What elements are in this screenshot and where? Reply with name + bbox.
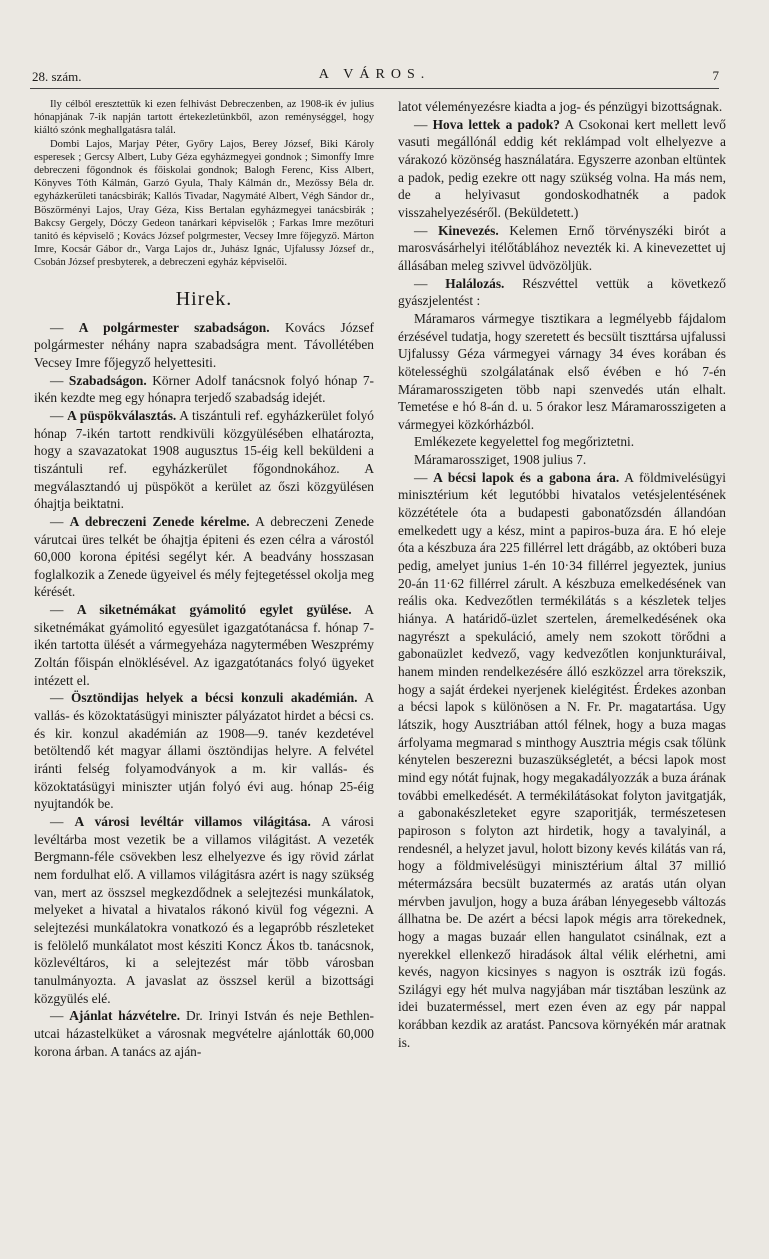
news-item-headline: Hova lettek a padok? xyxy=(432,116,560,132)
death-notice: Máramaros vármegye tisztikara a legmélyebb fájdalom érzésével tudatja, hogy szeretett és becsült tiszttársa ujfalussi Ujfalussy Géza vármegyei várnagy 34 éves korában és kötelességhü szolgálatának első évében e hó 7-én Máramarosszigeten több napi szenvedés után elhalt. Temetése e hó 8-án d. u. 5 órakor lesz Máramarosszigeten a vármegyei közkórházból. xyxy=(398,310,726,432)
news-item: — Kinevezés. Kelemen Ernő törvényszéki birót a marosvásárhelyi itélőtáblához nevezték ki. A kinevezettet uj állásában meleg szivvel üdvözöljük. xyxy=(398,222,726,273)
news-item-body: A városi levéltárba most vezetik be a villamos világitást. A vezeték Bergmann-féle csövekben lesz elhelyezve és igy rövid zárlat nem fordulhat elő. A villamos világitásra azért is nagy szükség van, mert az összsel megkezdődnek a selejtezési munkálatok, melyeket a hivatal a hivatalos rákonó kivül fog végezni. A selejtezési munkálatokra vonatkozó és a legapróbb részleteket is felölelő munkálatot most késziti Koncz Ákos tb. tanácsnok, közlevéltáros, ki a selejtezést már több városban tanulmányozta. A javaslat az összsel kerül a bizottsági közgyülés elé. xyxy=(34,814,374,1006)
news-item: — Hova lettek a padok? A Csokonai kert mellett levő vasuti megállónál eddig két reklámpad volt elhelyezve a várakozó közönség használatára. Egyszerre azonban eltüntek a padok, pedig ezekre ott nagy szükség volna. Ha más nem, de a helyivasut gondoskodhatnék a padok visszahelyezéséről. (Beküldetett.) xyxy=(398,116,727,220)
news-item: — A siketnémákat gyámolitó egylet gyülése. A siketnémákat gyámolitó egyesület igazgatótanácsa f. hónap 7-ikén tartotta ülését a vármegyeháza nagytermében Weszprémy Zoltán főispán elnöklésével. Az igazgatótanács folyó ügyeket intézett el. xyxy=(34,602,374,688)
left-column xyxy=(34,98,374,1060)
news-item-body: A tiszántuli ref. egyházkerület folyó hónap 7-ikén tartott rendkivüli közgyülésében elhatározta, hogy a szavazatokat 1908 augusztus 15-éig kell beküldeni a tiszántuli ref. egyházkerület főgondnokához. A megválasztandó uj püspököt a kerület az őszi közgyülésen óhajtja beiktatni. xyxy=(34,407,374,512)
news-item-headline: A püspökválasztás. xyxy=(67,407,177,423)
news-item-body: Kelemen Ernő törvényszéki birót a marosvásárhelyi itélőtáblához nevezték ki. A kinevezettet uj állásában meleg szivvel üdvözöljük. xyxy=(398,222,726,273)
right-column xyxy=(398,98,726,1051)
news-item-headline: Ösztöndijas helyek a bécsi konzuli akadémián. xyxy=(70,690,358,706)
news-item-headline: A debreczeni Zenede kérelme. xyxy=(69,513,250,529)
news-item: — Halálozás. Részvéttel vettük a következő gyászjelentést : xyxy=(398,275,726,309)
place-date: Máramarossziget, 1908 julius 7. xyxy=(414,452,587,468)
news-list xyxy=(34,319,374,1061)
news-item: — Szabadságon. Körner Adolf tanácsnok folyó hónap 7-ikén kezdte meg egy hónapra terjedő szabadság idejét. xyxy=(34,372,374,406)
news-item-headline: Halálozás. xyxy=(445,275,505,291)
continued-text: latot véleményezésre kiadta a jog- és pénzügyi bizottságnak. xyxy=(398,99,723,114)
news-item-body: A siketnémákat gyámolitó egyesület igazgatótanácsa f. hónap 7-ikén tartotta ülését a vármegyeháza nagytermében Weszprémy Zoltán főispán elnöklésével. Az igazgatótanács folyó ügyeket intézett el. xyxy=(34,602,374,688)
news-item: — A debreczeni Zenede kérelme. A debreczeni Zenede várutcai üres telkét be óhajtja épiteni és ezen célra a várostól 60,000 korona épitési segélyt kér. A beadvány hosszasan foglalkozik a Zenede ügyeivel és mély fejtegetéssel okolja meg kérését. xyxy=(34,513,374,600)
news-item: — A polgármester szabadságon. Kovács József polgármester néhány napra szabadságra ment. Távollétében Vecsey Imre főjegyző helyettesiti. xyxy=(34,319,374,370)
issue-number: 28. szám. xyxy=(32,69,82,84)
news-item: — A bécsi lapok és a gabona ára. A földmivelésügyi minisztérium két legutóbbi hivatalos vetésjelentésének közzététele óta a budapesti gabonatőzsdén állandóan emelkedett ugy a kész, mint a papiros-buza ára. E hó eleje óta a készbuza ára 225 fillérrel lett drágább, az októberi buza pedig, amelyet junius 1-én 10·34 fillérrel jegyeztek, junius 20-án 11·62 fillérrel zárult. A készbuza emelkedésének van reális oka. Kedvezőtlen termékilátás s a készletek teljes hiánya. A határidő-üzlet szertelen, áremelkedésének oka nagyrészt a spekuláció, amely nem szokott törődni a gabonaüzlet kedvező, vagy kedvezőtlen konjunkturáival, hanem minden rendelkezésére álló eszközzel arra törekszik, hogy a saját érdekei nyerjenek kielégitést. Érdekes azonban a bécsi lapok s különösen a N. Fr. Pr. magatartása. Ugy látszik, hogy Ausztriában attól félnek, hogy a buza magas árfolyama megmarad s minthogy Ausztria mégis csak tőlünk kénytelen beszerezni buzaszükségletét, a bécsi lapok most mind egy nótát fujnak, hogy megakadályozzák a buza árának további emelkedését. A termékilátásokat folyton javitgatják, a gabonakészleteket egyre szaporitják, természetesen papiroson s folyton azt hirdetik, hogy a tavalyinál, a rendesnél, a helyzet javul, holott bizony kevés kilátás van rá, hogy a földmivelésügyi minisztérium által 37 millió métermázsára becsült buzatermés az aratás után olyan mérvben javuljon, hogy a buza árában lényegesebb változás állhatna be. De azért a bécsi lapok mégis arra törekednek, hogy a magas buzaár ellen hangulatot csinálnak, ezt a nyerekkel ellenkező hiradások által vélik elérhetni, ami kevés, nagyon kicsinyes s nagyon is osztrák izü fogás. Szilágyi egy hét mulva nagyjában már tisztában leszünk az idei buzaterméssel, mert ezen éven az egy pár nappal korábban kezdik az aratást. Pancsova környékén már aratnak is. xyxy=(398,469,726,1050)
news-item-headline: A siketnémákat gyámolitó egylet gyülése. xyxy=(76,602,352,618)
news-item-body: A debreczeni Zenede várutcai üres telkét be óhajtja épiteni és ezen célra a várostól 60,000 korona épitési segélyt kér. A beadvány hosszasan foglalkozik a Zenede ügyeivel és mély fejtegetéssel okolja meg kérését. xyxy=(34,513,374,600)
news-item-headline: A bécsi lapok és a gabona ára. xyxy=(433,469,620,485)
news-item: — Ösztöndijas helyek a bécsi konzuli akadémián. A vallás- és közoktatásügyi miniszter pályázatot hirdet a bécsi cs. és kir. konzul akadémián az 1908—9. tanév kezdetével betöltendő két magyar állami ösztöndijas helyre. A felvétel iránti felség folyamodványok a m. kir vallás- és közoktatásügyi miniszter utján folyó évi aug. hónap 25-éig nyujtandók be. xyxy=(34,690,374,812)
news-item-headline: Ajánlat házvételre. xyxy=(69,1008,181,1024)
memory-line: Emlékezete kegyelettel fog megőriztetni. xyxy=(414,434,635,450)
news-item: — A püspökválasztás. A tiszántuli ref. egyházkerület folyó hónap 7-ikén tartott rendkivüli közgyülésében elhatározta, hogy a szavazatokat 1908 augusztus 15-éig kell beküldeni a tiszántuli ref. egyházkerület főgondnokához. A megválasztandó uj püspököt a kerület az őszi közgyülésen óhajtja beiktatni. xyxy=(34,407,374,512)
appeal-text xyxy=(34,98,374,270)
news-item: — Ajánlat házvételre. Dr. Irinyi István és neje Bethlen-utcai házastelküket a városnak megvételre ajánlották 60,000 korona árban. A tanács az aján- xyxy=(34,1008,374,1059)
news-section-title: Hirek. xyxy=(175,287,233,310)
news-item-headline: A városi levéltár villamos világitása. xyxy=(74,814,311,830)
news-item: — A városi levéltár villamos világitása. A városi levéltárba most vezetik be a villamos világitást. A vezeték Bergmann-féle csövekben lesz elhelyezve és igy rövid zárlat nem fordulhat elő. A villamos világitásra azért is nagy szükség van, mert az összsel megkezdődnek a selejtezési munkálatok, melyeket a hivatal a hivatalos rákonó kivül fog végezni. A selejtezési munkálatokra vonatkozó és a legapróbb részleteket is felölelő munkálatot most késziti Koncz Ákos tb. tanácsnok, közlevéltáros, ki a selejtezést már több városban tanulmányozta. A javaslat az összsel kerül a bizottsági közgyülés elé. xyxy=(34,814,374,1006)
page-number: 7 xyxy=(712,68,719,83)
appeal-intro: Ily célból eresztettük ki ezen felhivást Debreczenben, az 1908-ik év julius hónapjának 7-ik napján tartott értekezletünkből, azon reménységgel, hogy kiáltó szónk meghallgatásra talál. xyxy=(34,99,374,137)
news-item-body: Kovács József polgármester néhány napra szabadságra ment. Távollétében Vecsey Imre főjegyző helyettesiti. xyxy=(34,319,374,370)
news-item-body: A földmivelésügyi minisztérium két legutóbbi hivatalos vetésjelentésének közzététele óta a budapesti gabonatőzsdén állandóan emelkedett ugy a kész, mint a papiros-buza ára. E hó eleje óta a készbuza ára 225 fillérrel lett drágább, az októberi buza pedig, amelyet junius 1-én 10·34 fillérrel jegyeztek, junius 20-án 11·62 fillérrel zárult. A készbuza emelkedésének van reális oka. Kedvezőtlen termékilátás s a készletek teljes hiánya. A határidő-üzlet szertelen, áremelkedésének oka nagyrészt a spekuláció, amely nem szokott törődni a gabonaüzlet kedvező, vagy kedvezőtlen konjunkturáival, hanem minden rendelkezésére álló eszközzel arra törekszik, hogy a saját érdekei nyerjenek kielégitést. Érdekes azonban a bécsi lapok s különösen a N. Fr. Pr. magatartása. Ugy látszik, hogy Ausztriában attól félnek, hogy a buza magas árfolyama megmarad s minthogy Ausztria mégis csak tőlünk kénytelen beszerezni buzaszükségletét, a bécsi lapok most mind egy nótát fujnak, hogy megakadályozzák a buza árának további emelkedését. A termékilátásokat folyton javitgatják, a gabonakészleteket egyre szaporitják, természetesen papiroson s folyton azt hirdetik, hogy a tavalyinál, a rendesnél, a helyzet javul, holott bizony kevés kilátás van rá, hogy a földmivelésügyi minisztérium által 37 millió métermázsára becsült buzatermés az aratás után olyan mérvben javuljon, hogy a buza árában lényegesebb változás állhatna be. De azért a bécsi lapok mégis arra törekednek, hogy a magas buzaár ellen hangulatot csinálnak, ezt a nyerekkel ellenkező hiradások által vélik elérhetni, ami kevés, nagyon kicsinyes s nagyon is osztrák izü fogás. Szilágyi egy hét mulva nagyjában már tisztában leszünk az idei buzaterméssel, mert ezen éven az egy pár nappal korábban kezdik az aratást. Pancsova környékén már aratnak is. xyxy=(398,469,726,1050)
news-item-body: Dr. Irinyi István és neje Bethlen-utcai házastelküket a városnak megvételre ajánlották 60,000 korona árban. A tanács az aján- xyxy=(34,1008,374,1059)
page-header xyxy=(30,66,719,89)
news-item-headline: Kinevezés. xyxy=(438,222,499,238)
news-item-headline: Szabadságon. xyxy=(68,372,147,388)
news-item-headline: A polgármester szabadságon. xyxy=(78,319,270,335)
newspaper-title: A VÁROS. xyxy=(318,67,431,82)
news-item-body: Részvéttel vettük a következő gyászjelentést : xyxy=(398,275,726,309)
news-item-body: A vallás- és közoktatásügyi miniszter pályázatot hirdet a bécsi cs. és kir. konzul akadémián az 1908—9. tanév kezdetével betöltendő két magyar állami ösztöndijas helyre. A felvétel iránti felség folyamodványok a m. kir vallás- és közoktatásügyi miniszter utján folyó évi aug. hónap 25-éig nyujtandók be. xyxy=(34,690,374,812)
news-item-body: Körner Adolf tanácsnok folyó hónap 7-ikén kezdte meg egy hónapra terjedő szabadság idejét. xyxy=(34,372,374,406)
news-item-body: A Csokonai kert mellett levő vasuti megállónál eddig két reklámpad volt elhelyezve a várakozó közönség használatára. Egyszerre azonban eltüntek a padok, pedig ezekre ott nagy szükség volna. Ha más nem, de a helyivasut gondoskodhatnék a padok visszahelyezéséről. (Beküldetett.) xyxy=(398,116,727,220)
appeal-signers: Dombi Lajos, Marjay Péter, Győry Lajos, Berey József, Biki Károly esperesek ; Gercsy Albert, Luby Géza egyházmegyei gondnok ; Simonffy Imre debreczeni főgondnok és főiskolai gondnok; Balogh Ferenc, Kiss Albert, Könyves Tóth Kálmán, Garzó Gyula, Thaly Kálmán dr., Mezőssy Béla dr. egyházkerületi tanácsbirák; Kallós Tivadar, Nagymáté Albert, Végh Sándor dr., Böszörményi Lajos, Uray Géza, Kiss Bertalan egyházmegyei tanácsbirák ; Bakcsy Gergely, Dóczy Gedeon tanárkari képviselők ; Farkas Imre mezőturi tanitó és képviselő ; Kovács József polgrmester, Vecsey Imre főjegyző. Márton Imre, Kocsár Gábor dr., Varga Lajos dr., Juhász Ignác, Ujfalussy József dr., Csobán József presbyterek, a debreczeni egyház képviselői. xyxy=(34,138,374,269)
